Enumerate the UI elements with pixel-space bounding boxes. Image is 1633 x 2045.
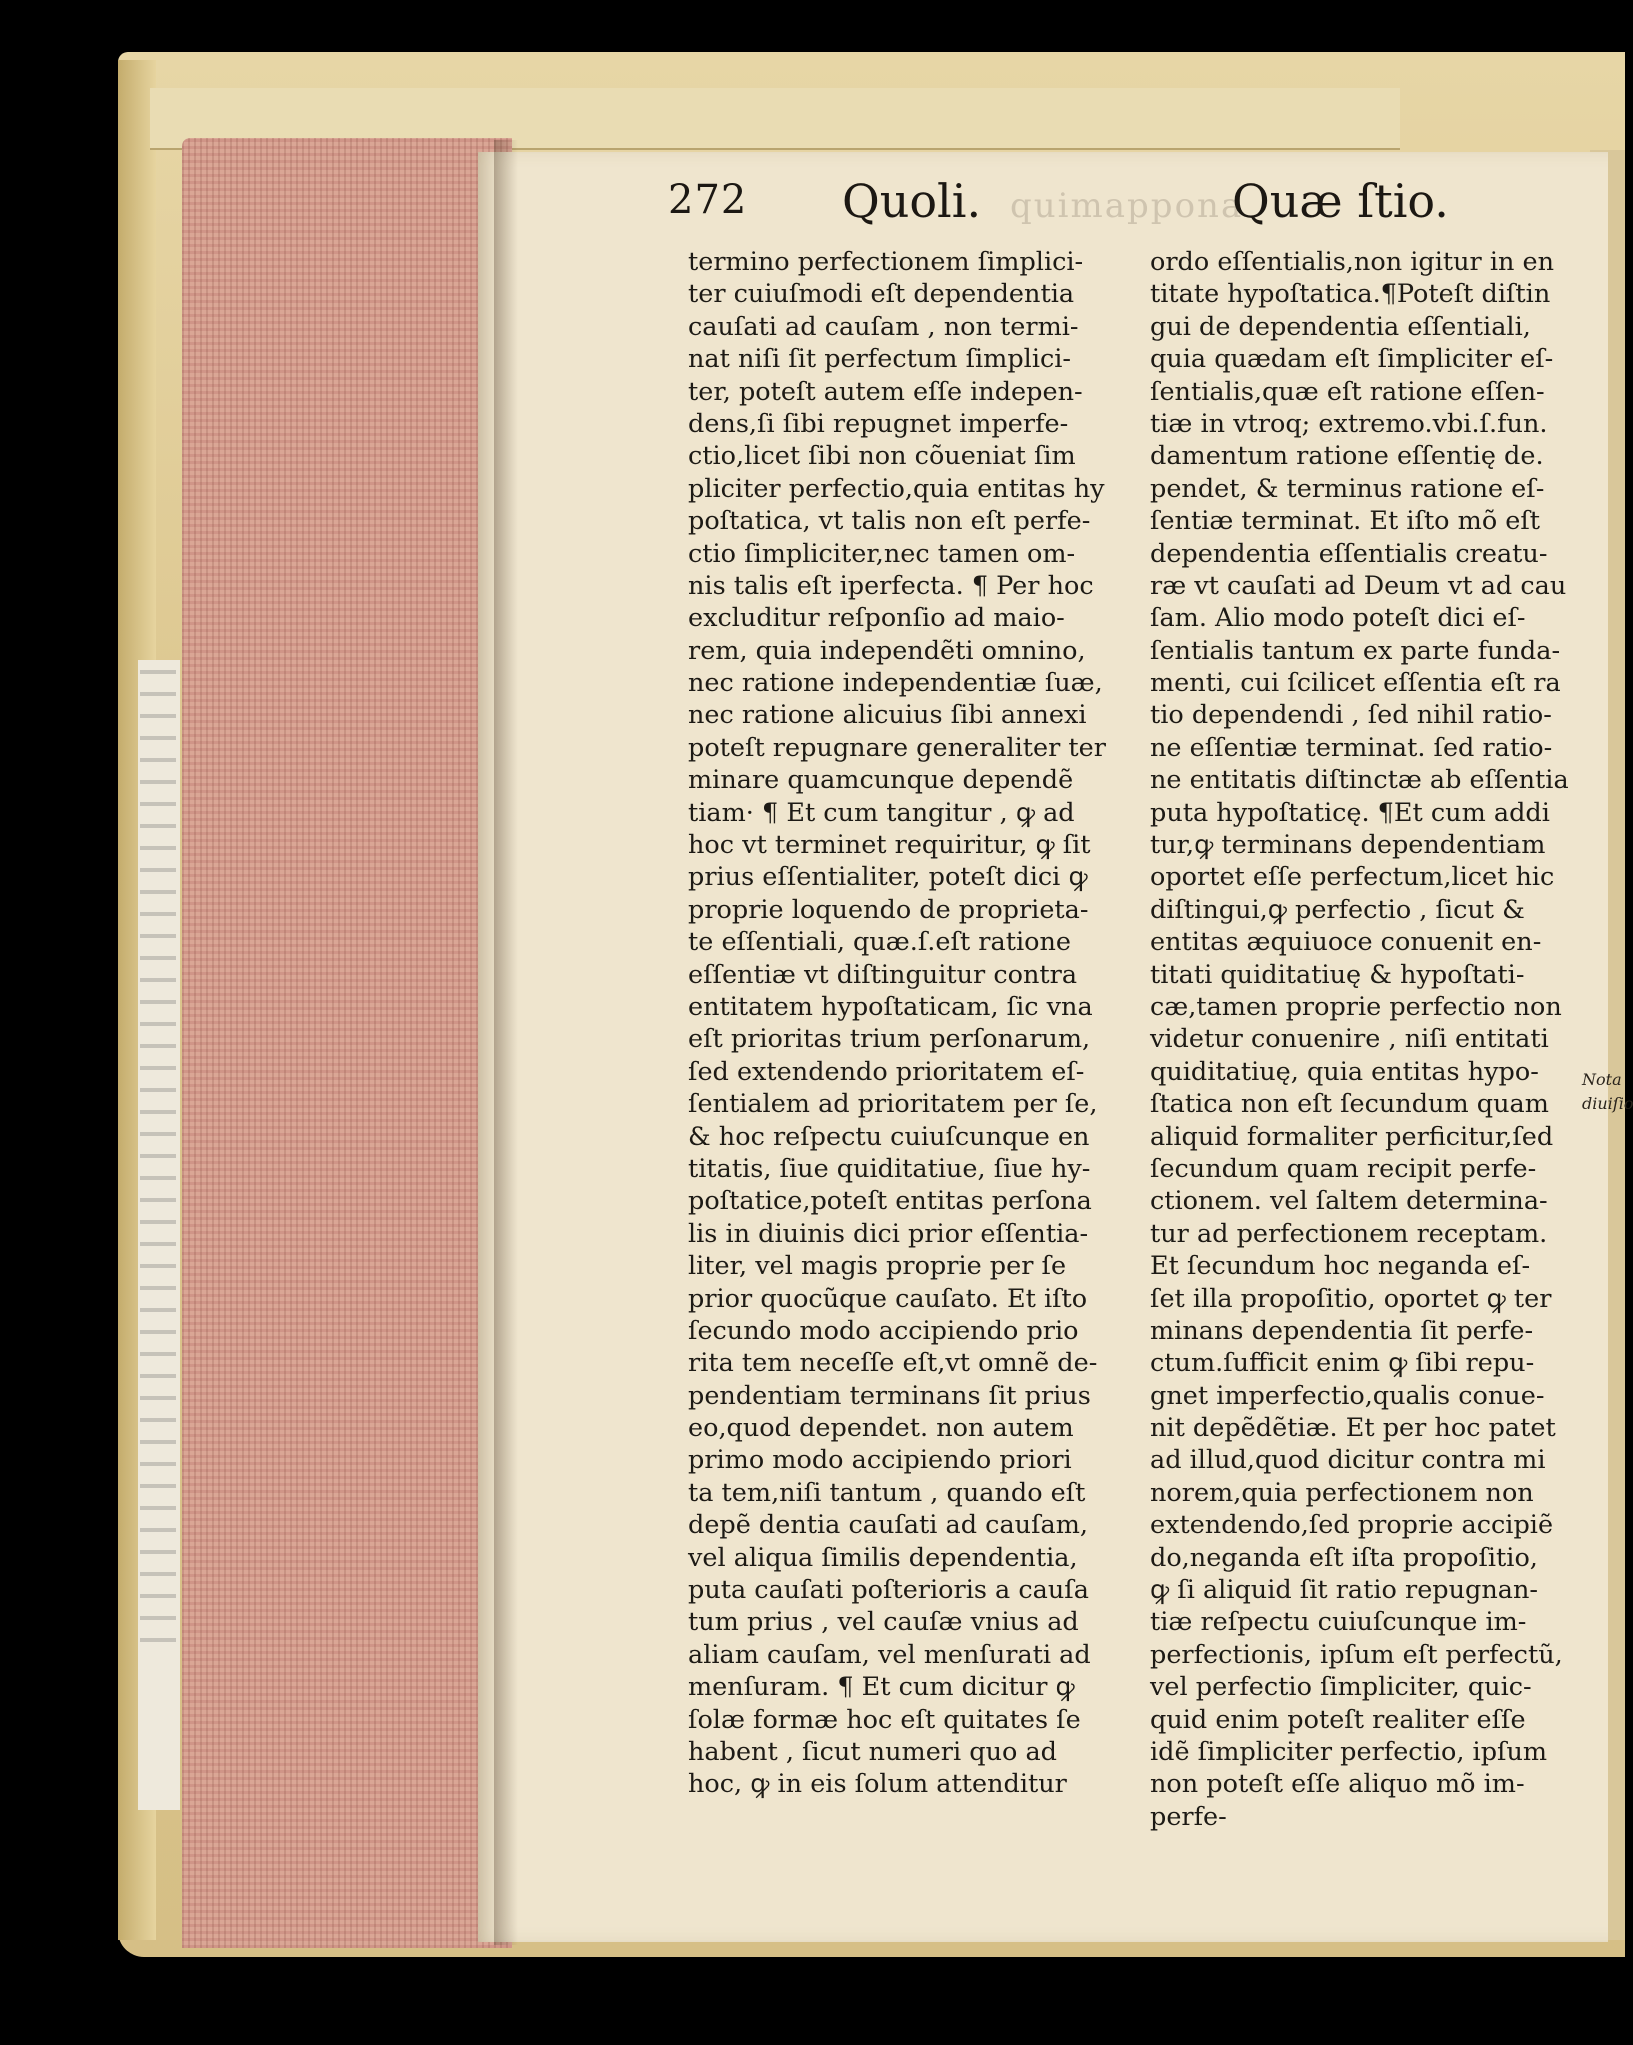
text-line: dependentia eſſentialis creatu- — [1150, 538, 1548, 569]
text-line: rem, quia independẽti omnino, — [688, 635, 1086, 666]
text-line: ſecundo modo accipiendo prio — [688, 1315, 1079, 1346]
text-line: aliam cauſam, vel menſurati ad — [688, 1639, 1091, 1670]
text-line: liter, vel magis proprie per ſe — [688, 1251, 1067, 1282]
text-line: nec ratione alicuius ſibi annexi — [688, 700, 1087, 731]
text-line: eo,quod dependet. non autem — [688, 1413, 1074, 1444]
text-line: termino perfectionem ſimplici- — [688, 247, 1084, 277]
text-line: ctio ſimpliciter,nec tamen om- — [688, 538, 1076, 569]
text-line: ſet illa propoſitio, oportet ꝙ ter — [1150, 1283, 1552, 1314]
text-line: minare quamcunque dependẽ — [688, 765, 1074, 796]
text-line: hoc, ꝙ in eis ſolum attenditur — [688, 1769, 1067, 1800]
text-line: titati quiditatiuę & hypoſtati- — [1150, 959, 1525, 990]
text-line: titate hypoſtatica.¶Poteſt diſtin — [1150, 279, 1551, 310]
text-line: nat niſi ſit perfectum ſimplici- — [688, 344, 1072, 375]
text-line: Nota — [1582, 1070, 1622, 1089]
page-block-edge — [182, 138, 512, 1948]
text-line: menſuram. ¶ Et cum dicitur ꝙ — [688, 1672, 1075, 1703]
text-line: ctum.ſufficit enim ꝙ ſibi repu- — [1150, 1348, 1535, 1379]
text-column-right — [1150, 246, 1580, 1833]
text-line: nec ratione independentiæ ſuæ, — [688, 668, 1103, 699]
text-line: ctio,licet ſibi non cõueniat ſim — [688, 441, 1076, 472]
text-line: prior quocũque cauſato. Et iſto — [688, 1283, 1088, 1314]
text-line: primo modo accipiendo priori — [688, 1445, 1072, 1476]
text-line: eſt prioritas trium perſonarum, — [688, 1024, 1091, 1055]
text-line: ſentialem ad prioritatem per ſe, — [688, 1089, 1098, 1120]
text-line: gui de dependentia eſſentiali, — [1150, 311, 1531, 342]
text-line: eſſentiæ vt diſtinguitur contra — [688, 959, 1078, 990]
text-line: ſentiæ terminat. Et iſto mõ eſt — [1150, 506, 1541, 537]
text-line: tiam· ¶ Et cum tangitur , ꝙ ad — [688, 797, 1075, 828]
text-line: diuiſio — [1582, 1094, 1633, 1113]
marginal-note — [1582, 1068, 1633, 1116]
text-line: pliciter perfectio,quia entitas hy — [688, 473, 1105, 504]
text-line: ſed extendendo prioritatem eſ- — [688, 1056, 1085, 1087]
text-line: extendendo,ſed proprie accipiẽ — [1150, 1510, 1554, 1541]
text-line: nis talis eſt iperfecta. ¶ Per hoc — [688, 570, 1094, 601]
text-line: ctionem. vel ſaltem determina- — [1150, 1186, 1548, 1217]
text-line: tiæ reſpectu cuiuſcunque im- — [1150, 1607, 1527, 1638]
text-line: perfe- — [1150, 1801, 1227, 1832]
text-line: cæ,tamen proprie perfectio non — [1150, 991, 1562, 1022]
running-head-left: Quoli. — [842, 174, 982, 228]
gutter-shadow — [494, 140, 518, 1945]
text-line: perfectionis, ipſum eſt perfectũ, — [1150, 1639, 1563, 1670]
text-line: tio dependendi , ſed nihil ratio- — [1150, 700, 1552, 731]
text-line: oportet eſſe perfectum,licet hic — [1150, 862, 1555, 893]
text-line: ter, poteſt autem eſſe indepen- — [688, 376, 1083, 407]
text-line: non poteſt eſſe aliquo mõ im- — [1150, 1769, 1525, 1800]
text-line: ne eſſentiæ terminat. ſed ratio- — [1150, 732, 1553, 763]
text-line: titatis, ſiue quiditatiue, ſiue hy- — [688, 1153, 1091, 1184]
text-line: videtur conuenire , niſi entitati — [1150, 1024, 1549, 1055]
text-line: ad illud,quod dicitur contra mi — [1150, 1445, 1546, 1476]
text-line: proprie loquendo de proprieta- — [688, 894, 1089, 925]
text-line: norem,quia perfectionem non — [1150, 1477, 1534, 1508]
text-line: ta tem,niſi tantum , quando eſt — [688, 1477, 1086, 1508]
text-line: ſentialis tantum ex parte funda- — [1150, 635, 1561, 666]
text-line: minans dependentia ſit perfe- — [1150, 1315, 1534, 1346]
text-line: gnet imperfectio,qualis conue- — [1150, 1380, 1545, 1411]
text-line: entitas æquiuoce conuenit en- — [1150, 927, 1542, 958]
text-line: ſentialis,quæ eſt ratione eſſen- — [1150, 376, 1545, 407]
text-line: pendet, & terminus ratione eſ- — [1150, 473, 1545, 504]
text-line: puta hypoſtaticę. ¶Et cum addi — [1150, 797, 1550, 828]
text-line: poteſt repugnare generaliter ter — [688, 732, 1106, 763]
text-line: ne entitatis diſtinctæ ab eſſentia — [1150, 765, 1569, 796]
text-line: tum prius , vel cauſæ vnius ad — [688, 1607, 1079, 1638]
text-line: lis in diuinis dici prior eſſentia- — [688, 1218, 1089, 1249]
text-line: tur ad perfectionem receptam. — [1150, 1218, 1548, 1249]
text-line: te eſſentiali, quæ.ſ.eſt ratione — [688, 927, 1071, 958]
slip-print-marks — [140, 670, 176, 1650]
text-line: quiditatiuę, quia entitas hypo- — [1150, 1056, 1539, 1087]
text-line: quid enim poteſt realiter eſſe — [1150, 1704, 1526, 1735]
text-line: excluditur reſponſio ad maio- — [688, 603, 1065, 634]
text-line: Et ſecundum hoc neganda eſ- — [1150, 1251, 1531, 1282]
text-line: dens,ſi ſibi repugnet imperfe- — [688, 408, 1069, 439]
text-line: damentum ratione eſſentię de. — [1150, 441, 1544, 472]
show-through-text: quimappona — [1010, 186, 1244, 226]
text-line: poſtatica, vt talis non eſt perfe- — [688, 506, 1091, 537]
text-line: menti, cui ſcilicet eſſentia eſt ra — [1150, 668, 1561, 699]
text-line: quia quædam eſt ſimpliciter eſ- — [1150, 344, 1554, 375]
text-line: ſecundum quam recipit perfe- — [1150, 1153, 1537, 1184]
text-line: cauſati ad cauſam , non termi- — [688, 311, 1079, 342]
text-line: nit depẽdẽtiæ. Et per hoc patet — [1150, 1413, 1556, 1444]
text-line: prius eſſentialiter, poteſt dici ꝙ — [688, 862, 1088, 893]
text-line: habent , ſicut numeri quo ad — [688, 1736, 1057, 1767]
text-line: & hoc reſpectu cuiuſcunque en — [688, 1121, 1090, 1152]
text-line: ter cuiuſmodi eſt dependentia — [688, 279, 1075, 310]
text-line: idẽ ſimpliciter perfectio, ipſum — [1150, 1736, 1548, 1767]
text-line: aliquid formaliter perficitur,ſed — [1150, 1121, 1554, 1152]
text-line: tiæ in vtroq; extremo.vbi.ſ.fun. — [1150, 408, 1548, 439]
text-line: diſtingui,ꝙ perfectio , ſicut & — [1150, 894, 1525, 925]
text-line: entitatem hypoſtaticam, ſic vna — [688, 991, 1093, 1022]
text-line: rita tem neceſſe eſt,vt omnẽ de- — [688, 1348, 1098, 1379]
text-line: ſtatica non eſt ſecundum quam — [1150, 1089, 1549, 1120]
text-line: do,neganda eſt iſta propoſitio, — [1150, 1542, 1538, 1573]
text-line: ordo eſſentialis,non igitur in en — [1150, 247, 1555, 277]
text-line: depẽ dentia cauſati ad cauſam, — [688, 1510, 1089, 1541]
text-line: ræ vt cauſati ad Deum vt ad cau — [1150, 570, 1567, 601]
text-line: ꝙ ſi aliquid ſit ratio repugnan- — [1150, 1575, 1539, 1606]
text-line: vel aliqua ſimilis dependentia, — [688, 1542, 1078, 1573]
text-line: ſam. Alio modo poteſt dici eſ- — [1150, 603, 1526, 634]
text-line: poſtatice,poteſt entitas perſona — [688, 1186, 1092, 1217]
running-head-right: Quæ ſtio. — [1232, 174, 1449, 228]
text-line: vel perfectio ſimpliciter, quic- — [1150, 1672, 1532, 1703]
text-line: pendentiam terminans ſit prius — [688, 1380, 1091, 1411]
text-line: ſolæ formæ hoc eſt quitates ſe — [688, 1704, 1081, 1735]
page-number: 272 — [668, 177, 748, 223]
text-column-left — [688, 246, 1120, 1801]
text-line: puta cauſati poſterioris a cauſa — [688, 1575, 1089, 1606]
text-line: hoc vt terminet requiritur, ꝙ ſit — [688, 830, 1091, 861]
text-line: tur,ꝙ terminans dependentiam — [1150, 830, 1546, 861]
